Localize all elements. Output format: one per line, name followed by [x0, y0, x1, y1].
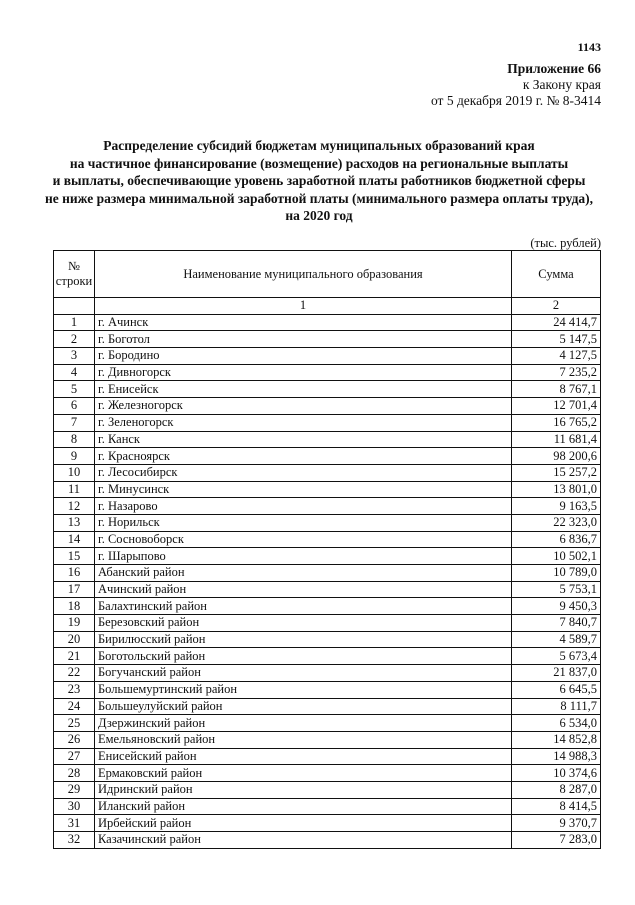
table-row — [54, 398, 601, 415]
row-number: 10 — [54, 464, 95, 481]
municipality-name: Казачинский район — [95, 832, 512, 849]
table-row — [54, 715, 601, 732]
row-number: 31 — [54, 815, 95, 832]
table-row — [54, 431, 601, 448]
table-row — [54, 481, 601, 498]
municipality-name: г. Красноярск — [95, 448, 512, 465]
header-row-number — [54, 251, 95, 298]
row-number: 19 — [54, 615, 95, 632]
title-line: не ниже размера минимальной заработной платы (минимального размера оплаты труда), — [44, 190, 594, 206]
table-row — [54, 531, 601, 548]
subsidy-sum: 6 645,5 — [512, 681, 601, 698]
row-number: 20 — [54, 631, 95, 648]
row-number: 16 — [54, 565, 95, 582]
row-number: 23 — [54, 681, 95, 698]
table-row — [54, 548, 601, 565]
municipality-name: Боготольский район — [95, 648, 512, 665]
subsidy-sum: 5 147,5 — [512, 331, 601, 348]
table-row — [54, 648, 601, 665]
municipality-name: Березовский район — [95, 615, 512, 632]
column-index-cell: 1 — [95, 298, 512, 315]
document-title — [40, 137, 598, 225]
subsidy-sum: 21 837,0 — [512, 665, 601, 682]
municipality-name: Енисейский район — [95, 748, 512, 765]
municipality-name: Богучанский район — [95, 665, 512, 682]
row-number: 28 — [54, 765, 95, 782]
municipality-name: Большеулуйский район — [95, 698, 512, 715]
title-line: на частичное финансирование (возмещение) расходов на региональные выплаты — [69, 155, 569, 171]
subsidy-sum: 10 374,6 — [512, 765, 601, 782]
table-row — [54, 331, 601, 348]
subsidy-sum: 9 450,3 — [512, 598, 601, 615]
subsidy-sum: 8 767,1 — [512, 381, 601, 398]
municipality-name: Большемуртинский район — [95, 681, 512, 698]
municipality-name: г. Минусинск — [95, 481, 512, 498]
table-row — [54, 381, 601, 398]
column-index-row — [54, 298, 601, 315]
row-number: 1 — [54, 314, 95, 331]
municipality-name: г. Боготол — [95, 331, 512, 348]
annex-law-date: от 5 декабря 2019 г. № 8-3414 — [430, 93, 601, 108]
row-number: 6 — [54, 398, 95, 415]
subsidy-sum: 5 673,4 — [512, 648, 601, 665]
table-row — [54, 581, 601, 598]
subsidy-sum: 13 801,0 — [512, 481, 601, 498]
row-number: 17 — [54, 581, 95, 598]
row-number: 7 — [54, 414, 95, 431]
row-number: 4 — [54, 364, 95, 381]
subsidy-sum: 10 502,1 — [512, 548, 601, 565]
title-line: Распределение субсидий бюджетам муниципальных образований края — [103, 138, 535, 153]
row-number: 13 — [54, 514, 95, 531]
title-line: и выплаты, обеспечивающие уровень заработной платы работников бюджетной сферы — [52, 173, 586, 188]
table-row — [54, 364, 601, 381]
municipality-name: г. Зеленогорск — [95, 414, 512, 431]
annex-law-reference: к Закону края — [522, 77, 601, 92]
row-number: 2 — [54, 331, 95, 348]
table-row — [54, 698, 601, 715]
unit-label: (тыс. рублей) — [530, 236, 601, 250]
subsidy-sum: 7 235,2 — [512, 364, 601, 381]
row-number: 32 — [54, 832, 95, 849]
subsidy-table — [53, 250, 601, 849]
municipality-name: г. Канск — [95, 431, 512, 448]
row-number: 5 — [54, 381, 95, 398]
table-row — [54, 514, 601, 531]
header-sum: Сумма — [512, 251, 601, 298]
table-row — [54, 681, 601, 698]
table-row — [54, 748, 601, 765]
row-number: 11 — [54, 481, 95, 498]
table-row — [54, 665, 601, 682]
municipality-name: Абанский район — [95, 565, 512, 582]
subsidy-sum: 9 163,5 — [512, 498, 601, 515]
row-number: 9 — [54, 448, 95, 465]
municipality-name: г. Енисейск — [95, 381, 512, 398]
title-line: на 2020 год — [285, 208, 353, 223]
header-num-sign: № — [68, 259, 80, 273]
municipality-name: г. Ачинск — [95, 314, 512, 331]
subsidy-sum: 16 765,2 — [512, 414, 601, 431]
subsidy-sum: 12 701,4 — [512, 398, 601, 415]
subsidy-sum: 6 836,7 — [512, 531, 601, 548]
column-index-cell — [54, 298, 95, 315]
table-row — [54, 631, 601, 648]
row-number: 12 — [54, 498, 95, 515]
row-number: 30 — [54, 798, 95, 815]
subsidy-sum: 8 111,7 — [512, 698, 601, 715]
municipality-name: Ирбейский район — [95, 815, 512, 832]
annex-title: Приложение 66 — [507, 61, 601, 76]
subsidy-sum: 4 127,5 — [512, 348, 601, 365]
subsidy-sum: 15 257,2 — [512, 464, 601, 481]
table-header-row — [54, 251, 601, 298]
table-row — [54, 781, 601, 798]
row-number: 3 — [54, 348, 95, 365]
row-number: 21 — [54, 648, 95, 665]
table-row — [54, 598, 601, 615]
municipality-name: г. Дивногорск — [95, 364, 512, 381]
subsidy-sum: 98 200,6 — [512, 448, 601, 465]
subsidy-sum: 8 287,0 — [512, 781, 601, 798]
header-municipality-name: Наименование муниципального образования — [95, 251, 512, 298]
municipality-name: Бирилюсский район — [95, 631, 512, 648]
municipality-name: г. Железногорск — [95, 398, 512, 415]
subsidy-sum: 14 988,3 — [512, 748, 601, 765]
row-number: 25 — [54, 715, 95, 732]
table-row — [54, 348, 601, 365]
table-row — [54, 448, 601, 465]
municipality-name: Иланский район — [95, 798, 512, 815]
page-number: 1143 — [577, 40, 601, 54]
subsidy-sum: 7 283,0 — [512, 832, 601, 849]
row-number: 24 — [54, 698, 95, 715]
subsidy-sum: 9 370,7 — [512, 815, 601, 832]
municipality-name: Ермаковский район — [95, 765, 512, 782]
row-number: 18 — [54, 598, 95, 615]
table-row — [54, 565, 601, 582]
subsidy-sum: 22 323,0 — [512, 514, 601, 531]
table-row — [54, 498, 601, 515]
subsidy-sum: 6 534,0 — [512, 715, 601, 732]
subsidy-sum: 11 681,4 — [512, 431, 601, 448]
table-row — [54, 414, 601, 431]
municipality-name: г. Шарыпово — [95, 548, 512, 565]
municipality-name: Ачинский район — [95, 581, 512, 598]
header-num-label: строки — [55, 274, 93, 288]
subsidy-sum: 24 414,7 — [512, 314, 601, 331]
row-number: 14 — [54, 531, 95, 548]
municipality-name: Балахтинский район — [95, 598, 512, 615]
row-number: 8 — [54, 431, 95, 448]
table-row — [54, 615, 601, 632]
municipality-name: г. Бородино — [95, 348, 512, 365]
row-number: 26 — [54, 731, 95, 748]
table-row — [54, 314, 601, 331]
row-number: 22 — [54, 665, 95, 682]
row-number: 15 — [54, 548, 95, 565]
annex-block — [431, 61, 601, 109]
table-row — [54, 765, 601, 782]
subsidy-sum: 10 789,0 — [512, 565, 601, 582]
table-row — [54, 798, 601, 815]
table-row — [54, 731, 601, 748]
subsidy-sum: 14 852,8 — [512, 731, 601, 748]
table-row — [54, 464, 601, 481]
column-index-cell: 2 — [512, 298, 601, 315]
municipality-name: Идринский район — [95, 781, 512, 798]
subsidy-sum: 8 414,5 — [512, 798, 601, 815]
municipality-name: Дзержинский район — [95, 715, 512, 732]
municipality-name: Емельяновский район — [95, 731, 512, 748]
municipality-name: г. Лесосибирск — [95, 464, 512, 481]
subsidy-sum: 7 840,7 — [512, 615, 601, 632]
row-number: 27 — [54, 748, 95, 765]
subsidy-sum: 4 589,7 — [512, 631, 601, 648]
municipality-name: г. Назарово — [95, 498, 512, 515]
municipality-name: г. Сосновоборск — [95, 531, 512, 548]
table-row — [54, 815, 601, 832]
subsidy-sum: 5 753,1 — [512, 581, 601, 598]
table-row — [54, 832, 601, 849]
row-number: 29 — [54, 781, 95, 798]
municipality-name: г. Норильск — [95, 514, 512, 531]
